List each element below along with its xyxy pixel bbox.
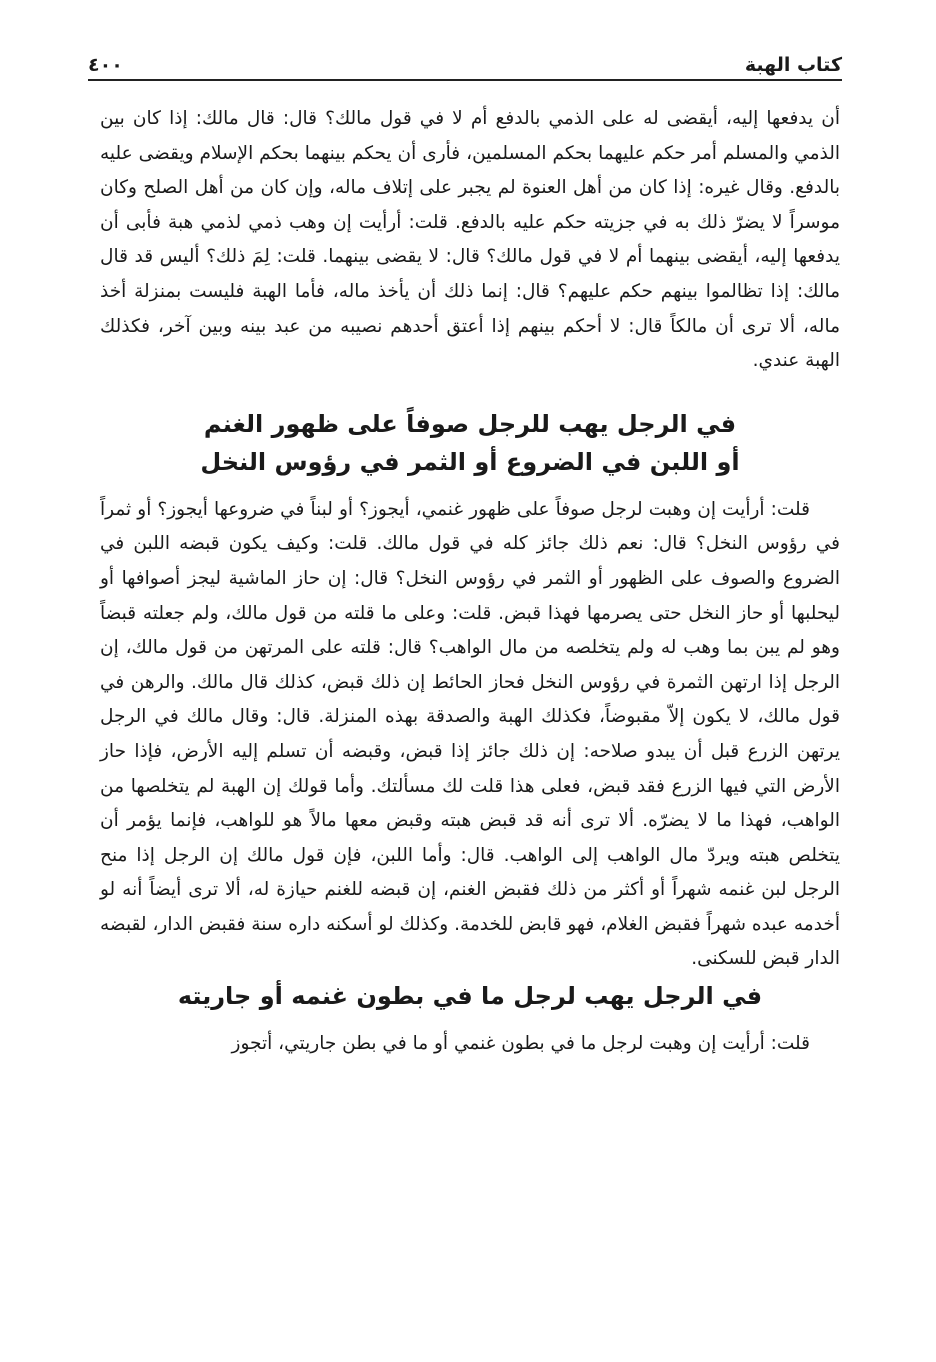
page-number: ٤٠٠ <box>88 54 123 76</box>
section-heading-2-line-1: في الرجل يهب لرجل ما في بطون غنمه أو جاريته <box>177 982 763 1011</box>
paragraph-1: أن يدفعها إليه، أيقضى له على الذمي بالدفع أم لا في قول مالك؟ قال: قال مالك: إذا كان بين الذمي والمسلم أمر حكم عليهما بحكم المسلمين، فأرى أن يحكم بينهما بحكم الإسلام ويقضى عليه بالدفع. وقال غيره: إذا كان من أهل العنوة لم يجبر على إتلاف ماله، وإن كان من أهل الصلح وكان موسراً لا يضرّ ذلك به في جزيته حكم عليه بالدفع. قلت: أرأيت إن وهب ذمي لذمي هبة فأبى أن يدفعها إليه، أيقضى بينهما أم لا في قول مالك؟ قال: لا يقضى بينهما. قلت: لِمَ ذلك؟ أليس قد قال مالك: إذا تظالموا بينهم حكم عليهم؟ قال: إنما ذلك أن يأخذ ماله، فأما الهبة فليست بمنزلة أخذ ماله، ألا ترى أن مالكاً قال: لا أحكم بينهم إذا أعتق أحدهم نصيبه من عبد بينه وبين آخر، فكذلك الهبة عندي. <box>100 108 840 372</box>
section-heading-1-line-1: في الرجل يهب للرجل صوفاً على ظهور الغنم <box>203 409 737 438</box>
page-header <box>88 42 842 81</box>
paragraph-2: قلت: أرأيت إن وهبت لرجل صوفاً على ظهور غنمي، أيجوز؟ أو لبناً في ضروعها أيجوز؟ أو ثمراً في رؤوس النخل؟ قال: نعم ذلك جائز كله في قول مالك. قلت: وكيف يكون قبضه اللبن في الضروع والصوف على الظهور أو الثمر في رؤوس النخل؟ قال: إن حاز الماشية ليجز أصوافها أو ليحلبها أو حاز النخل حتى يصرمها فهذا قبض. قلت: وعلى ما قلته من قول مالك، ولم جعلته قبضاً وهو لم يبن بما وهب له ولم يتخلصه من مال الواهب؟ قال: قلته على المرتهن من قول مالك، إن الرجل إذا ارتهن الثمرة في رؤوس النخل فحاز الحائط إن ذلك قبض، كذلك قال مالك. والرهن في قول مالك، لا يكون إلاّ مقبوضاً، فكذلك الهبة والصدقة بهذه المنزلة. قال: وقال مالك في الرجل يرتهن الزرع قبل أن يبدو صلاحه: إن ذلك جائز إذا قبض، وقبضه أن تسلم إليه الأرض، فإذا حاز الأرض التي فيها الزرع فقد قبض، فعلى هذا قلت لك مسألتك. وأما قولك إن الهبة لم يتخلصها من الواهب، فهذا ما لا يضرّه. ألا ترى أنه قد قبض هبته وقبض معها مالاً هو للواهب، فإنما يؤمر أن يتخلص هبته ويردّ مال الواهب إلى الواهب. قال: وأما اللبن، فإن قول مالك إن الرجل إذا منح الرجل لبن غنمه شهراً أو أكثر من ذلك فقبض الغنم، إن قبضه للغنم حيازة له، ألا ترى أيضاً أنه لو أخدمه عبده شهراً فقبض الغلام، فهو قابض للخدمة. وكذلك لو أسكنه داره سنة فقبض الدار، لقبضه الدار قبض للسكنى. <box>100 498 840 970</box>
section-heading-1-line-2: أو اللبن في الضروع أو الثمر في رؤوس النخل <box>200 447 740 476</box>
section-heading-2 <box>100 977 840 1027</box>
running-title: كتاب الهبة <box>744 54 842 76</box>
page-body <box>100 102 840 1062</box>
section-heading-1 <box>100 379 840 493</box>
paragraph-3: قلت: أرأيت إن وهبت لرجل ما في بطون غنمي أو ما في بطن جاريتي، أتجوز <box>231 1033 810 1055</box>
